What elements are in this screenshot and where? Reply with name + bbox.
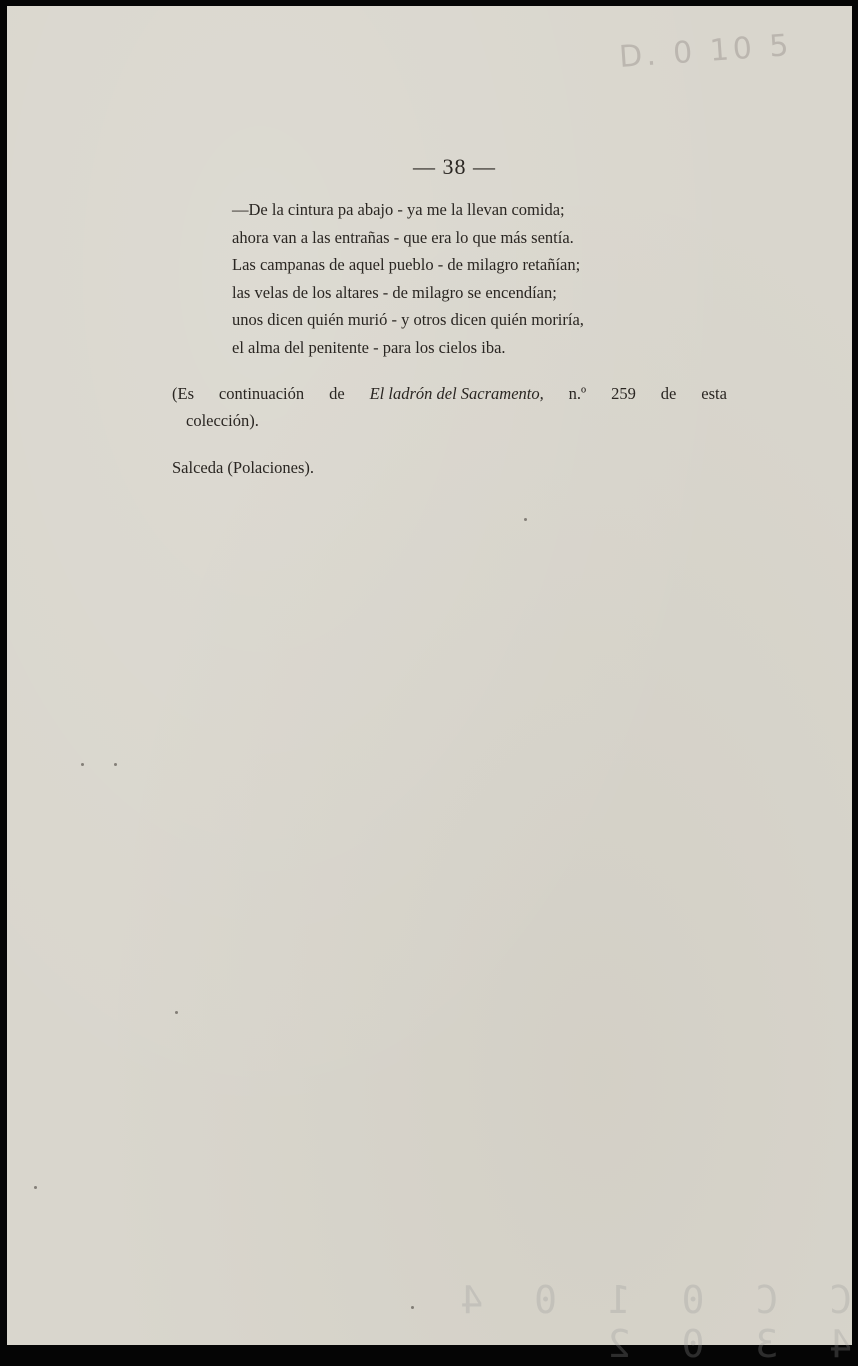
note-work-title: El ladrón del Sacramento,: [369, 384, 544, 403]
place-of-collection: Salceda (Polaciones).: [172, 458, 315, 477]
note-line: [172, 380, 727, 407]
paper-speck: [524, 518, 527, 521]
verse-line: Las campanas de aquel pueblo - de milagro retañían;: [232, 255, 581, 274]
paper-speck: [34, 1186, 37, 1189]
verse-line: las velas de los altares - de milagro se encendían;: [232, 282, 557, 302]
editorial-note: [172, 380, 727, 434]
note-word: esta: [701, 384, 727, 403]
note-word: n.º: [568, 384, 587, 403]
verse-line: —De la cintura pa abajo - ya me la llevan comida;: [232, 200, 565, 219]
verse-line: unos dicen quién murió - y otros dicen quién moriría,: [232, 310, 584, 329]
paper-speck: [114, 763, 117, 766]
archive-stamp-bleedthrough: C C 0 1 0 4 4 3 0 2: [446, 1278, 852, 1366]
verse-block: [232, 196, 692, 361]
note-word: (Es: [172, 384, 194, 403]
note-word: de: [329, 384, 345, 403]
archive-pencil-mark: D. 0 10 5: [617, 27, 794, 76]
note-word: de: [660, 384, 677, 403]
note-word: 259: [611, 384, 636, 403]
note-word: continuación: [218, 384, 305, 403]
verse-line: el alma del penitente - para los cielos iba.: [232, 337, 506, 357]
page-number: — 38 —: [413, 154, 496, 179]
verse-line: ahora van a las entrañas - que era lo que más sentía.: [232, 227, 574, 247]
paper-speck: [411, 1306, 414, 1309]
document-page: [7, 6, 852, 1366]
paper-speck: [81, 763, 84, 766]
paper-speck: [175, 1011, 178, 1014]
note-line: colección).: [186, 411, 259, 430]
